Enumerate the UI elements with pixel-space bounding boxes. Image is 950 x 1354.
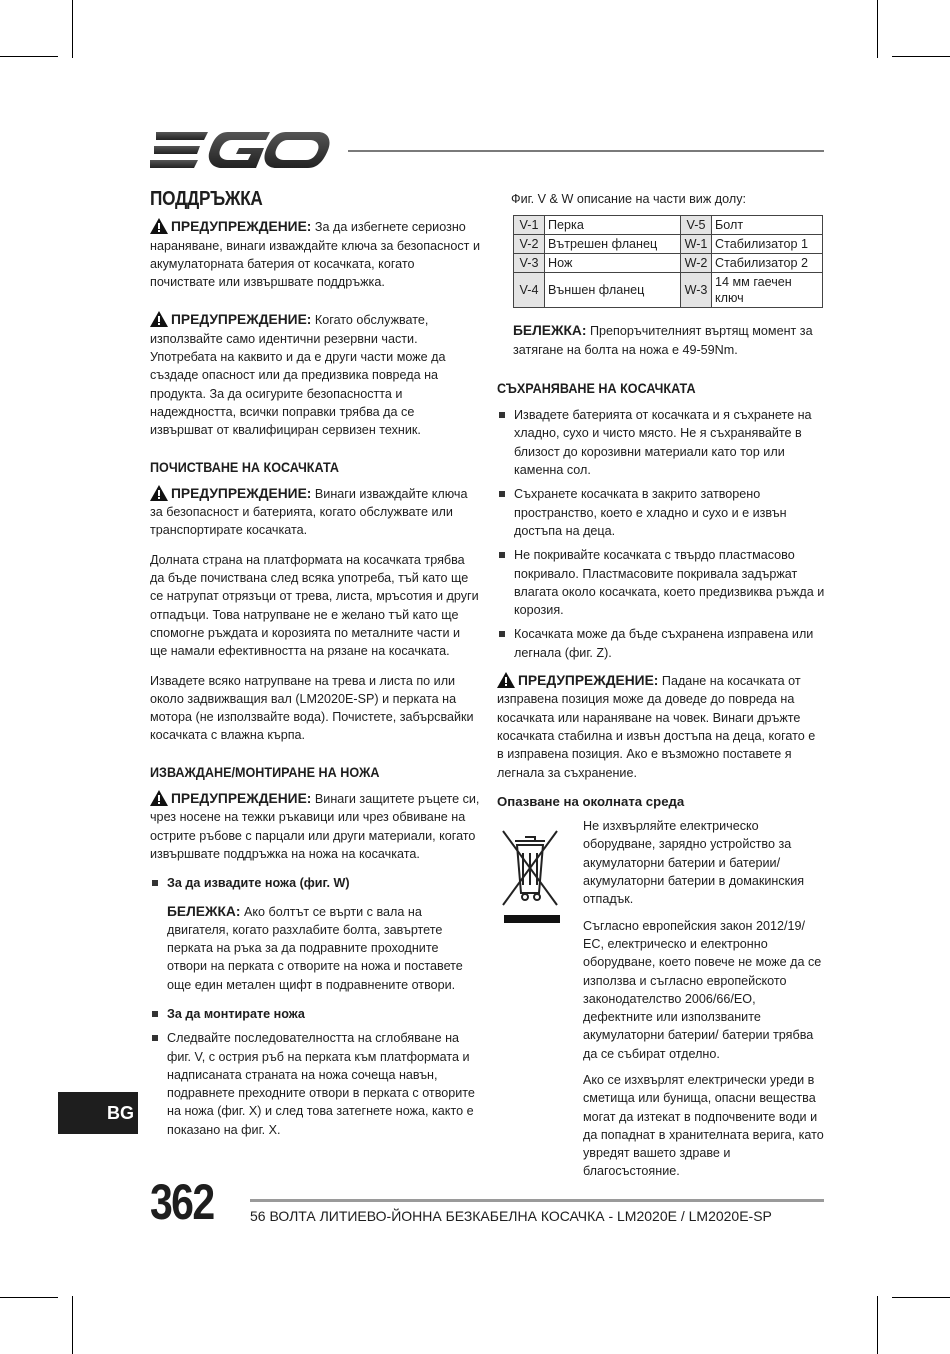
ego-logo — [150, 128, 330, 177]
language-tab: BG — [58, 1092, 138, 1134]
crossed-bin-icon — [497, 817, 583, 1189]
cleaning-paragraph: Извадете всяко натрупване на трева и листа по или около задвижващия вал (LM2020E-SP) и перката на мотора (не използвайте вода). Почистете, забърсвайки косачката с влажна кърпа. — [150, 673, 474, 743]
warning-label: ПРЕДУПРЕЖДЕНИЕ: — [171, 219, 312, 235]
part-name: Нож — [545, 254, 681, 273]
part-name: Перка — [545, 216, 681, 235]
note-label: БЕЛЕЖКА: — [167, 903, 241, 919]
right-column — [497, 190, 825, 1189]
header-rule — [348, 150, 824, 152]
warning-label: ПРЕДУПРЕЖДЕНИЕ: — [518, 673, 659, 689]
warning-paragraph — [150, 485, 480, 540]
storage-heading: СЪХРАНЯВАНЕ НА КОСАЧКАТА — [497, 379, 696, 396]
environment-block — [497, 817, 825, 1189]
list-item: Косачката може да бъде съхранена изправена или легнала (фиг. Z). — [497, 625, 825, 662]
note-text: Ако болтът се върти с вала на двигателя, когато разхлабите болта, завъртете перката на ръка за да подравните проходните отвори на перката с отворите на ножа и поставете още един метален щифт в подравнените отвори. — [167, 904, 463, 992]
environment-text — [583, 817, 825, 1189]
parts-table — [513, 215, 823, 308]
warning-paragraph — [497, 672, 825, 782]
cleaning-heading: ПОЧИСТВАНЕ НА КОСАЧКАТА — [150, 458, 339, 475]
crop-mark — [0, 56, 58, 57]
warning-triangle-icon — [497, 672, 515, 688]
part-name: Стабилизатор 2 — [712, 254, 823, 273]
list-item: Не покривайте косачката с твърдо пластмасово покривало. Пластмасовите покривала задържат влагата около косачката, което предизвиква ръжда и корозия. — [497, 546, 825, 619]
part-code: V-4 — [514, 273, 545, 308]
parts-caption: Фиг. V & W описание на части виж долу: — [511, 192, 746, 206]
crop-mark — [877, 0, 878, 58]
environment-heading: Опазване на околната среда — [497, 793, 685, 809]
warning-text: Винаги защитете ръцете си, чрез носене на тежки ръкавици или чрез обвиване на острите ръбове с парцали или други материали, когато извършвате поддръжка на ножа на косачката. — [150, 792, 480, 861]
cleaning-paragraph: Долната страна на платформата на косачката трябва да бъде почиствана след всяка употреба, тъй като ще се натрупат отрязъци от трева, листа, мръсотия и други отпадъци. Това натрупване не е желано тъй като ще спомогне ръждата и корозията по металните части и ще намали ефективността на рязане на косачката. — [150, 552, 479, 659]
part-name: Външен фланец — [545, 273, 681, 308]
list-item: За да извадите ножа (фиг. W) — [150, 874, 480, 892]
table-row — [514, 235, 823, 254]
part-code: W-3 — [681, 273, 712, 308]
warning-triangle-icon — [150, 790, 168, 806]
list-item: За да монтирате ножа — [150, 1005, 480, 1023]
page-number: 362 — [150, 1174, 214, 1230]
blade-heading: ИЗВАЖДАНЕ/МОНТИРАНЕ НА НОЖА — [150, 763, 380, 780]
part-name: 14 мм гаечен ключ — [712, 273, 823, 308]
list-item: Съхранете косачката в закрито затворено пространство, което е хладно и сухо и е извън достъпа на деца. — [497, 485, 825, 540]
warning-text: Винаги изваждайте ключа за безопасност и батерията, когато обслужвате или транспортирате косачката. — [150, 486, 468, 538]
crop-mark — [892, 56, 950, 57]
list-item: Следвайте последователността на сглобяване на фиг. V, с острия ръб на перката към платформата и надписаната страната на ножа сочеща навън, подравнете преходните отвори в перката с отворите на ножа (фиг. X) и след това затегнете ножа, както е показано на фиг. X. — [150, 1029, 480, 1139]
warning-paragraph — [150, 311, 480, 439]
warning-triangle-icon — [150, 311, 168, 327]
warning-label: ПРЕДУПРЕЖДЕНИЕ: — [171, 791, 312, 807]
part-name: Болт — [712, 216, 823, 235]
left-column — [150, 190, 480, 1149]
note-text: Препоръчителният въртящ момент за затягане на болта на ножа е 49-59Nm. — [513, 324, 813, 357]
warning-triangle-icon — [150, 218, 168, 234]
footer-rule — [250, 1199, 824, 1202]
environment-paragraph: Не изхвърляйте електрическо оборудване, зарядно устройство за акумулаторни батерии и батерии/акумулаторни батерии в домакинския отпадък. — [583, 819, 805, 907]
warning-label: ПРЕДУПРЕЖДЕНИЕ: — [171, 312, 312, 328]
warning-paragraph — [150, 218, 480, 291]
blade-list — [150, 874, 480, 892]
table-row — [514, 216, 823, 235]
warning-paragraph — [150, 790, 480, 863]
part-name: Стабилизатор 1 — [712, 235, 823, 254]
note-label: БЕЛЕЖКА: — [513, 323, 587, 339]
environment-paragraph: Съгласно европейския закон 2012/19/ЕС, електрическо и електронно оборудване, което повече не може да се използва и съгласно европейското законодателство 2006/66/ЕО, дефектните или използваните акумулаторни батерии/ батерии трябва да се събират отделно. — [583, 918, 822, 1061]
list-item: Извадете батерията от косачката и я съхранете на хладно, сухо и чисто място. Не я съхранявайте в близост до корозивни материали като тор или каменна сол. — [497, 406, 825, 479]
crop-mark — [877, 1296, 878, 1354]
storage-list — [497, 406, 825, 662]
warning-label: ПРЕДУПРЕЖДЕНИЕ: — [171, 485, 312, 501]
part-code: W-2 — [681, 254, 712, 273]
footer-text: 56 ВОЛТА ЛИТИЕВО-ЙОННА БЕЗКАБЕЛНА КОСАЧКА - LM2020E / LM2020E-SP — [250, 1208, 772, 1224]
part-code: V-5 — [681, 216, 712, 235]
warning-text: Когато обслужвате, използвайте само идентични резервни части. Употребата на каквито и да е други части може да създаде опасност или да предизвика повреда на продукта. За да осигурите безопасността и надеждността, всички поправки трябва да се извършват от квалифициран сервизен техник. — [150, 313, 446, 438]
crop-mark — [892, 1297, 950, 1298]
part-code: W-1 — [681, 235, 712, 254]
crop-mark — [0, 1297, 58, 1298]
part-name: Вътрешен фланец — [545, 235, 681, 254]
part-code: V-1 — [514, 216, 545, 235]
crop-mark — [72, 1296, 73, 1354]
warning-text: За да избегнете сериозно нараняване, винаги изваждайте ключа за безопасност и акумулаторната батерия от косачката, когато почиствате или извършвате поддръжка. — [150, 220, 480, 290]
table-row — [514, 254, 823, 273]
note-paragraph — [513, 322, 825, 359]
crop-mark — [72, 0, 73, 58]
warning-text: Падане на косачката от изправена позиция може да доведе до повреда на косачката или нараняване на човек. Винаги дръжте косачката стабилна и извън достъпа на деца, когато е в изправена позиция. Ако е възможно поставете я легнала за съхранение. — [497, 674, 816, 780]
section-title: ПОДДРЪЖКА — [150, 188, 263, 210]
note-paragraph — [150, 903, 480, 994]
part-code: V-3 — [514, 254, 545, 273]
warning-triangle-icon — [150, 485, 168, 501]
part-code: V-2 — [514, 235, 545, 254]
environment-paragraph: Ако се изхвърлят електрически уреди в сметища или бунища, опасни вещества могат да изтекат в подпочвените води и да попаднат в хранителната верига, като увредят вашето здраве и благосъстояние. — [583, 1072, 824, 1179]
blade-list — [150, 1005, 480, 1139]
table-row — [514, 273, 823, 308]
